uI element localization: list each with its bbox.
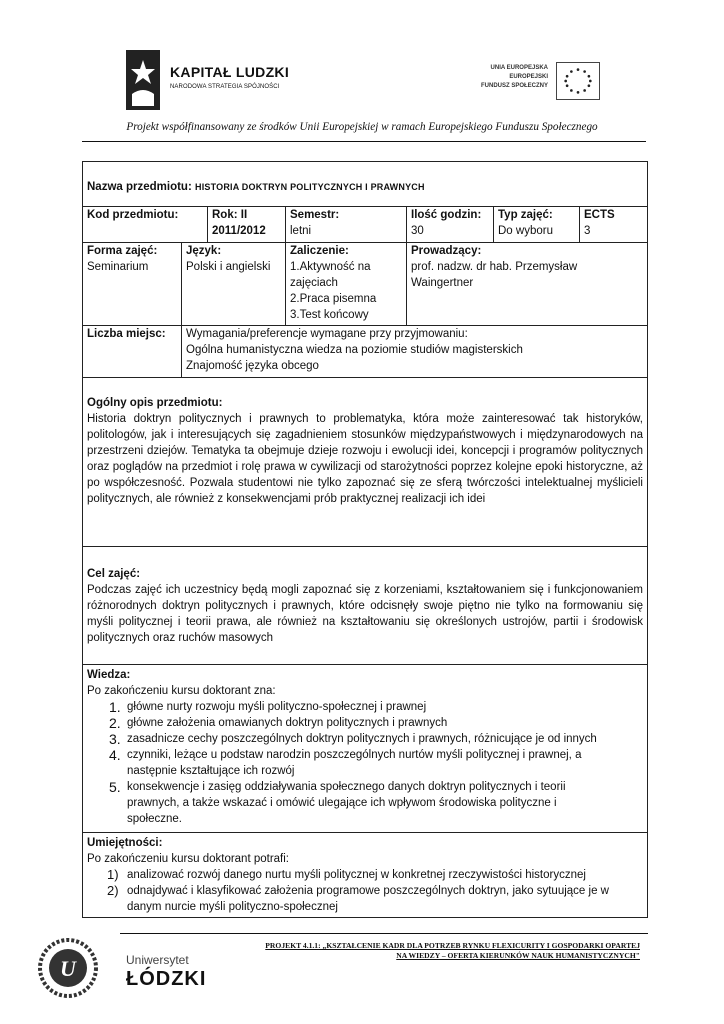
form-cell <box>83 243 181 325</box>
university-logo <box>30 938 210 998</box>
kapital-ludzki-mark-icon <box>126 50 160 110</box>
semester-cell <box>285 207 406 242</box>
knowledge-label: Wiedza: <box>87 669 131 681</box>
list-number: 4. <box>109 747 121 763</box>
requirements-line: Wymagania/preferencje wymagane przy przyjmowaniu: <box>186 328 468 340</box>
ects-value: 3 <box>584 225 591 237</box>
credit-item: zajęciach <box>290 277 338 289</box>
goal-text: Podczas zajęć ich uczestnicy będą mogli zapoznać się z korzeniami, kształtowaniem się i funkcjonowaniem różnorodnych doktryn politycznych i prawnych, które odcisnęły swoje piętno nie tylko na formowaniu się myśli politycznej i teorii prawa, ale również na kształtowaniu się określonych ustrojów, partii i środowisk politycznych oraz ruchów masowych <box>87 584 643 644</box>
semester-value: letni <box>290 225 312 237</box>
list-line: danym nurcie myśli polityczno-społecznej <box>127 901 338 913</box>
places-row <box>83 326 647 378</box>
list-number: 1. <box>109 699 121 715</box>
list-item <box>83 779 647 827</box>
project-cofinancing-line: Projekt współfinansowany ze środków Unii Europejskiej w ramach Europejskiego Funduszu Społecznego <box>126 121 598 133</box>
credit-item: 2.Praca pisemna <box>290 293 377 305</box>
skills-intro: Po zakończeniu kursu doktorant potrafi: <box>87 853 290 865</box>
course-form-table <box>82 161 648 918</box>
requirements-cell <box>181 326 647 377</box>
ects-label: ECTS <box>584 209 615 221</box>
list-line: następnie kształtujące ich rozwój <box>127 765 295 777</box>
list-number: 3. <box>109 731 121 747</box>
list-item <box>83 699 647 715</box>
course-details-row <box>83 243 647 326</box>
course-name-row <box>83 162 647 207</box>
eu-logo-text <box>470 64 548 91</box>
semester-label: Semestr: <box>290 209 340 221</box>
list-number: 1) <box>107 867 119 882</box>
list-number: 2) <box>107 883 119 898</box>
hours-value: 30 <box>411 225 424 237</box>
type-value: Do wyboru <box>498 225 553 237</box>
credit-cell <box>285 243 406 325</box>
list-item <box>83 715 647 731</box>
course-name <box>87 179 425 195</box>
year-cell <box>207 207 285 242</box>
credit-item: 1.Aktywność na <box>290 261 371 273</box>
language-label: Język: <box>186 245 222 257</box>
hours-label: Ilość godzin: <box>411 209 482 221</box>
list-line: konsekwencje i zasięg oddziaływania społecznego danych doktryn politycznych i teorii <box>127 781 566 793</box>
svg-text:U: U <box>60 956 76 981</box>
eu-line: UNIA EUROPEJSKA <box>490 65 548 71</box>
list-number: 5. <box>109 779 121 795</box>
form-value: Seminarium <box>87 261 149 273</box>
footer-line: NA WIEDZY – OFERTA KIERUNKÓW NAUK HUMANISTYCZNYCH" <box>396 951 640 960</box>
description-row <box>83 378 647 547</box>
credit-item: 3.Test końcowy <box>290 309 369 321</box>
lecturer-label: Prowadzący: <box>411 245 482 257</box>
requirements-line: Znajomość języka obcego <box>186 360 319 372</box>
eu-line: FUNDUSZ SPOŁECZNY <box>480 83 548 89</box>
type-label: Typ zajęć: <box>498 209 553 221</box>
list-line: główne nurty rozwoju myśli polityczno-społecznej i prawnej <box>127 701 427 713</box>
list-item <box>83 731 647 747</box>
code-cell <box>83 207 207 242</box>
list-line: prawnych, a także wskazać i omówić ulegające ich wpływom środowiska polityczne i <box>127 797 557 809</box>
skills-list <box>83 867 647 915</box>
lecturer-line: Waingertner <box>411 277 474 289</box>
eu-line: EUROPEJSKI <box>509 74 548 80</box>
course-name-value: HISTORIA DOKTRYN POLITYCZNYCH I PRAWNYCH <box>195 182 425 192</box>
footer-divider <box>120 933 648 934</box>
header-divider <box>82 141 646 142</box>
lecturer-cell <box>406 243 647 325</box>
course-meta-row <box>83 207 647 243</box>
knowledge-list <box>83 699 647 827</box>
goal-label: Cel zajęć: <box>87 568 141 580</box>
list-line: odnajdywać i klasyfikować założenia programowe poszczególnych doktryn, jako sytuujące je w <box>127 885 609 897</box>
type-cell <box>493 207 579 242</box>
list-line: społeczne. <box>127 813 182 825</box>
skills-row <box>83 833 647 917</box>
university-name-line2: ŁÓDZKI <box>126 968 207 990</box>
footer-line: PROJEKT 4.1.1: „KSZTAŁCENIE KADR DLA POTRZEB RYNKU FLEXICURITY I GOSPODARKI OPARTEJ <box>265 941 640 950</box>
list-line: główne założenia omawianych doktryn politycznych i prawnych <box>127 717 448 729</box>
university-name-line1: Uniwersytet <box>126 953 189 967</box>
hours-cell <box>406 207 493 242</box>
credit-label: Zaliczenie: <box>290 245 349 257</box>
eu-flag-icon <box>556 62 600 100</box>
list-item <box>83 867 647 883</box>
list-number: 2. <box>109 715 121 731</box>
places-cell <box>83 326 181 377</box>
lecturer-line: prof. nadzw. dr hab. Przemysław <box>411 261 578 273</box>
goal-row <box>83 547 647 665</box>
eu-logo <box>470 62 602 104</box>
language-cell <box>181 243 285 325</box>
ects-cell <box>579 207 647 242</box>
requirements-line: Ogólna humanistyczna wiedza na poziomie studiów magisterskich <box>186 344 523 356</box>
course-name-label: Nazwa przedmiotu: <box>87 181 192 193</box>
kapital-ludzki-subtitle: NARODOWA STRATEGIA SPÓJNOŚCI <box>170 84 280 90</box>
footer-project-text <box>160 941 640 961</box>
knowledge-row <box>83 665 647 833</box>
language-value: Polski i angielski <box>186 261 271 273</box>
list-line: zasadnicze cechy poszczególnych doktryn politycznych i prawnych, różnicujące je od innych <box>127 733 597 745</box>
description-label: Ogólny opis przedmiotu: <box>87 397 223 409</box>
kapital-ludzki-title: KAPITAŁ LUDZKI <box>170 64 290 80</box>
description-text: Historia doktryn politycznych i prawnych to problematyka, która może zainteresować tak historyków, politologów, jak i interesujących się zagadnieniem stosunków międzypaństwowych i międzynarodowych na przestrzeni dziejów. Tematyka ta obejmuje dzieje rozwoju i ewolucji idei, koncepcji i programów politycznych oraz poglądów na przedmiot i rolę prawa w cywilizacji od starożytności poprzez kolejne epoki historyczne, aż po współczesność. Pozwala studentowi nie tylko zapoznać się ze sferą twórczości intelektualnej myślicieli politycznych, ale również z konsekwencjami prób praktycznej realizacji ich idei <box>87 413 643 505</box>
places-label: Liczba miejsc: <box>87 328 166 340</box>
form-label: Forma zajęć: <box>87 245 158 257</box>
list-line: czynniki, leżące u podstaw narodzin poszczególnych nurtów myśli politycznej i prawnej, a <box>127 749 582 761</box>
kapital-ludzki-logo <box>126 50 296 114</box>
knowledge-intro: Po zakończeniu kursu doktorant zna: <box>87 685 276 697</box>
skills-label: Umiejętności: <box>87 837 163 849</box>
code-label: Kod przedmiotu: <box>87 209 179 221</box>
list-item <box>83 747 647 779</box>
year-value: 2011/2012 <box>212 225 266 237</box>
year-label: Rok: II <box>212 209 248 221</box>
university-seal-icon <box>30 938 106 998</box>
list-line: analizować rozwój danego nurtu myśli politycznej w konkretnej rzeczywistości historycznej <box>127 869 586 881</box>
list-item <box>83 883 647 915</box>
